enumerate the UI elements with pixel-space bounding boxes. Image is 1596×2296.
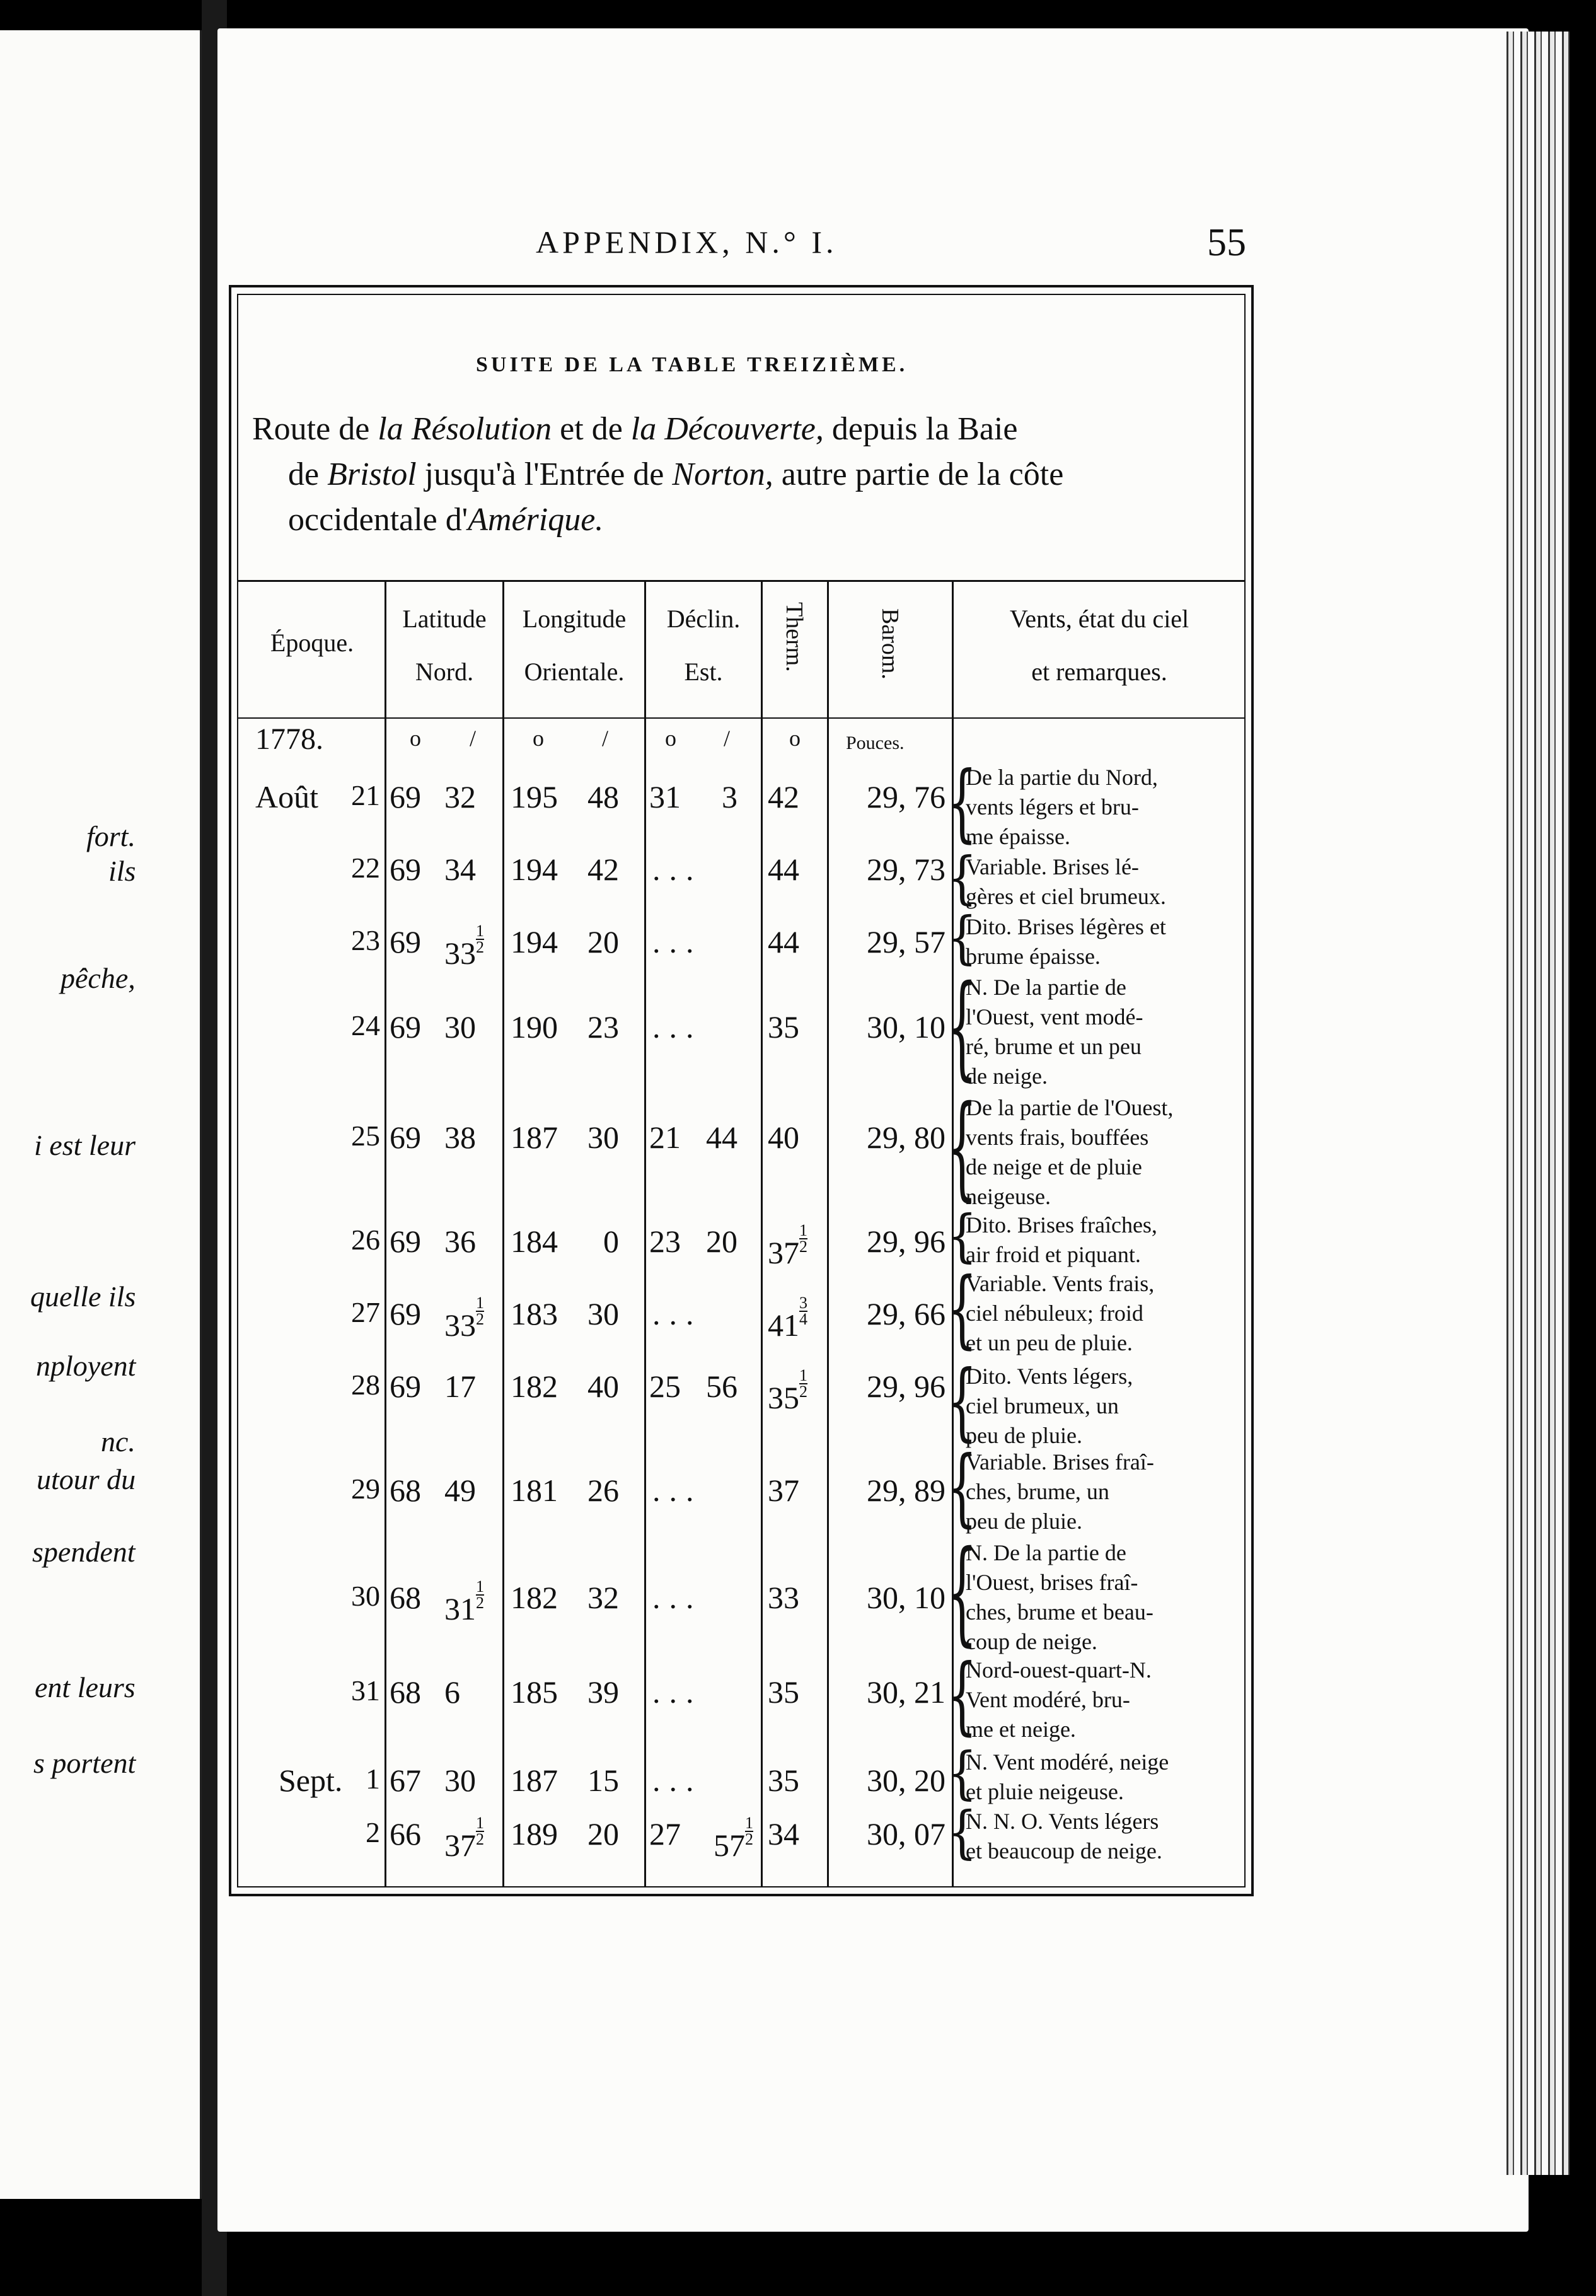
row-remarks — [966, 1269, 1240, 1358]
row-remarks — [966, 1807, 1240, 1866]
row-barom: 29, 57 — [867, 924, 945, 960]
row-declin-deg: 27 — [649, 1816, 681, 1852]
row-day: 21 — [351, 779, 380, 811]
row-declin-min: 57 $\frac{1}{2}$ — [714, 1814, 753, 1863]
row-lon-min: 48 — [587, 779, 619, 815]
row-therm: 44 — [768, 852, 799, 887]
row-month: Août — [255, 779, 318, 815]
table-title-line-2: de Bristol jusqu'à l'Entrée de Norton, autre partie de la côte — [288, 456, 1064, 492]
left-page-fragment: pêche, — [61, 962, 136, 994]
row-lon-deg: 184 — [511, 1224, 558, 1259]
remark-line: N. De la partie de — [966, 975, 1126, 1000]
row-therm: 35 — [768, 1009, 799, 1045]
remark-brace-icon: { — [947, 844, 978, 911]
row-lon-deg: 187 — [511, 1120, 558, 1155]
row-lon-min: 30 — [587, 1296, 619, 1331]
row-month: Sept. — [279, 1763, 343, 1798]
left-page-fragment: nployent — [36, 1350, 136, 1382]
remark-line: me et neige. — [966, 1717, 1076, 1742]
row-therm: 41 $\frac{3}{4}$ — [768, 1294, 807, 1343]
row-remarks — [966, 912, 1240, 971]
remark-line: l'Ouest, vent modé- — [966, 1004, 1143, 1029]
row-declin-deg: 25 — [649, 1369, 681, 1404]
column-rule-2 — [502, 581, 504, 1886]
row-lon-min: 32 — [587, 1580, 619, 1615]
row-barom: 30, 21 — [867, 1674, 945, 1710]
remark-line: Variable. Brises lé- — [966, 854, 1139, 879]
remark-brace-icon: { — [947, 1525, 978, 1657]
row-day: 24 — [351, 1009, 380, 1041]
row-remarks — [966, 1210, 1240, 1270]
unit-lat-deg: o — [410, 726, 421, 751]
row-barom: 30, 10 — [867, 1009, 945, 1045]
row-barom: 29, 76 — [867, 779, 945, 815]
remark-line: Dito. Vents légers, — [966, 1364, 1133, 1389]
remark-line: coup de neige. — [966, 1629, 1097, 1654]
row-lon-min: 42 — [587, 852, 619, 887]
row-declin-min: 3 — [722, 779, 737, 815]
fraction: $\frac{1}{2}$ — [476, 1577, 484, 1612]
row-lat-deg: 66 — [390, 1816, 421, 1852]
row-day: 25 — [351, 1120, 380, 1152]
page-number: 55 — [1207, 221, 1246, 264]
row-barom: 30, 07 — [867, 1816, 945, 1852]
row-declin-dots: ... — [652, 1580, 703, 1615]
row-lon-deg: 190 — [511, 1009, 558, 1045]
row-lat-deg: 69 — [390, 1224, 421, 1259]
row-declin-min: 44 — [706, 1120, 737, 1155]
row-declin-min: 20 — [706, 1224, 737, 1259]
row-lon-deg: 183 — [511, 1296, 558, 1331]
row-lon-deg: 195 — [511, 779, 558, 815]
row-declin-deg: 31 — [649, 779, 681, 815]
row-declin-dots: ... — [652, 1674, 703, 1710]
header-latitude: Latitude Nord. — [402, 605, 487, 686]
remark-line: peu de pluie. — [966, 1423, 1082, 1448]
row-lat-min: 30 — [444, 1763, 476, 1798]
row-therm: 34 — [768, 1816, 799, 1852]
row-day: 1 — [366, 1763, 380, 1795]
row-remarks — [966, 852, 1240, 912]
remark-line: N. Vent modéré, neige — [966, 1749, 1169, 1775]
row-declin-dots: ... — [652, 1763, 703, 1798]
column-rule-3 — [644, 581, 646, 1886]
remark-brace-icon: { — [947, 1080, 978, 1212]
row-lon-min: 39 — [587, 1674, 619, 1710]
table-rule-top — [237, 580, 1246, 582]
row-lat-deg: 68 — [390, 1473, 421, 1508]
left-page-fragment: fort. — [86, 820, 136, 852]
row-barom: 30, 10 — [867, 1580, 945, 1615]
fraction: $\frac{1}{2}$ — [476, 1294, 484, 1328]
row-therm: 37 $\frac{1}{2}$ — [768, 1221, 807, 1270]
remark-brace-icon: { — [947, 1202, 978, 1269]
row-remarks — [966, 1447, 1240, 1536]
remark-line: ciel nébuleux; froid — [966, 1301, 1143, 1326]
column-rule-4 — [761, 581, 763, 1886]
fraction: $\frac{1}{2}$ — [476, 922, 484, 956]
row-lon-min: 30 — [587, 1120, 619, 1155]
row-therm: 42 — [768, 779, 799, 815]
left-page-fragment: s portent — [33, 1747, 136, 1779]
unit-pouces: Pouces. — [846, 733, 905, 753]
row-remarks — [966, 1655, 1240, 1744]
row-lat-min: 37 $\frac{1}{2}$ — [444, 1814, 484, 1863]
left-page-fragment: i est leur — [34, 1129, 136, 1161]
remark-line: gères et ciel brumeux. — [966, 884, 1166, 909]
remark-line: l'Ouest, brises fraî- — [966, 1570, 1138, 1595]
page-edges — [1500, 32, 1570, 2175]
header-barom: Barom. — [877, 608, 903, 680]
row-lat-min: 17 — [444, 1369, 476, 1404]
header-epoque: Époque. — [270, 629, 354, 657]
left-page — [0, 30, 202, 2199]
header-vents: Vents, état du ciel et remarques. — [1009, 605, 1189, 686]
left-page-fragment: nc. — [101, 1425, 136, 1458]
remark-line: N. N. O. Vents légers — [966, 1809, 1159, 1834]
row-lat-deg: 69 — [390, 924, 421, 960]
unit-lat-min: / — [470, 726, 477, 751]
row-declin-min: 56 — [706, 1369, 737, 1404]
header-therm: Therm. — [781, 602, 807, 672]
remark-line: vents frais, bouffées — [966, 1125, 1149, 1150]
row-lat-deg: 69 — [390, 1009, 421, 1045]
row-lat-min: 33 $\frac{1}{2}$ — [444, 922, 484, 971]
row-day: 22 — [351, 852, 380, 884]
row-barom: 29, 66 — [867, 1296, 945, 1331]
row-barom: 29, 89 — [867, 1473, 945, 1508]
unit-therm-deg: o — [789, 726, 801, 751]
row-barom: 29, 73 — [867, 852, 945, 887]
remark-brace-icon: { — [947, 1739, 978, 1806]
header-declin: Déclin. Est. — [666, 605, 741, 686]
remark-line: brume épaisse. — [966, 944, 1101, 969]
remark-line: peu de pluie. — [966, 1509, 1082, 1534]
row-lat-min: 33 $\frac{1}{2}$ — [444, 1294, 484, 1343]
row-barom: 30, 20 — [867, 1763, 945, 1798]
row-lat-min: 34 — [444, 852, 476, 887]
row-lon-min: 40 — [587, 1369, 619, 1404]
remark-brace-icon: { — [947, 1437, 978, 1536]
column-rule-5 — [827, 581, 829, 1886]
remark-brace-icon: { — [947, 752, 978, 852]
remark-line: de neige. — [966, 1064, 1048, 1089]
row-therm: 35 — [768, 1674, 799, 1710]
fraction: $\frac{3}{4}$ — [799, 1294, 807, 1328]
unit-dec-min: / — [724, 726, 731, 751]
row-lat-deg: 69 — [390, 1120, 421, 1155]
row-lon-deg: 194 — [511, 852, 558, 887]
row-declin-dots: ... — [652, 1009, 703, 1045]
remark-brace-icon: { — [947, 1645, 978, 1744]
row-lon-min: 26 — [587, 1473, 619, 1508]
row-lat-min: 30 — [444, 1009, 476, 1045]
row-remarks — [966, 1362, 1240, 1451]
row-barom: 29, 96 — [867, 1369, 945, 1404]
row-lon-deg: 187 — [511, 1763, 558, 1798]
remark-line: De la partie du Nord, — [966, 765, 1158, 790]
row-lon-deg: 182 — [511, 1369, 558, 1404]
running-head: APPENDIX, N.° I. — [536, 224, 838, 260]
remark-brace-icon: { — [947, 960, 978, 1092]
row-therm: 40 — [768, 1120, 799, 1155]
row-remarks — [966, 1093, 1240, 1212]
row-lon-deg: 181 — [511, 1473, 558, 1508]
table-rule-header — [237, 717, 1246, 719]
row-declin-dots: ... — [652, 924, 703, 960]
remark-brace-icon: { — [947, 1799, 978, 1865]
remark-line: Vent modéré, bru- — [966, 1687, 1130, 1712]
fraction: $\frac{1}{2}$ — [799, 1221, 807, 1256]
left-page-fragment: quelle ils — [30, 1280, 136, 1313]
remark-line: N. De la partie de — [966, 1540, 1126, 1565]
row-day: 30 — [351, 1580, 380, 1612]
row-declin-dots: ... — [652, 1473, 703, 1508]
row-lat-min: 32 — [444, 779, 476, 815]
remark-line: et pluie neigeuse. — [966, 1779, 1124, 1804]
row-day: 27 — [351, 1296, 380, 1328]
fraction: $\frac{1}{2}$ — [745, 1814, 753, 1848]
left-page-fragment: ent leurs — [35, 1671, 136, 1703]
table-title-line-3: occidentale d'Amérique. — [288, 502, 604, 538]
left-page-fragment: utour du — [37, 1463, 136, 1495]
row-remarks — [966, 1538, 1240, 1657]
row-declin-deg: 23 — [649, 1224, 681, 1259]
unit-lon-min: / — [602, 726, 609, 751]
remark-line: Dito. Brises fraîches, — [966, 1212, 1157, 1238]
left-page-fragment: ils — [108, 855, 136, 887]
row-declin-dots: ... — [652, 852, 703, 887]
row-therm: 44 — [768, 924, 799, 960]
row-lat-min: 36 — [444, 1224, 476, 1259]
row-remarks — [966, 973, 1240, 1091]
remark-line: et beaucoup de neige. — [966, 1838, 1162, 1864]
row-lat-deg: 69 — [390, 852, 421, 887]
remark-line: De la partie de l'Ouest, — [966, 1095, 1174, 1120]
row-lon-min: 20 — [587, 1816, 619, 1852]
table-title — [252, 407, 1223, 543]
table-subtitle: SUITE DE LA TABLE TREIZIÈME. — [476, 353, 908, 376]
header-longitude: Longitude Orientale. — [522, 605, 627, 686]
row-lon-min: 20 — [587, 924, 619, 960]
row-lat-deg: 68 — [390, 1674, 421, 1710]
remark-line: vents légers et bru- — [966, 794, 1139, 820]
row-lat-min: 49 — [444, 1473, 476, 1508]
remark-line: air froid et piquant. — [966, 1242, 1141, 1267]
row-day: 2 — [366, 1816, 380, 1848]
remark-line: de neige et de pluie — [966, 1154, 1142, 1180]
row-day: 28 — [351, 1369, 380, 1401]
row-lon-min: 15 — [587, 1763, 619, 1798]
row-day: 29 — [351, 1473, 380, 1505]
row-therm: 37 — [768, 1473, 799, 1508]
column-rule-1 — [385, 581, 386, 1886]
remark-brace-icon: { — [947, 904, 978, 971]
row-therm: 33 — [768, 1580, 799, 1615]
row-lon-min: 0 — [603, 1224, 619, 1259]
row-declin-deg: 21 — [649, 1120, 681, 1155]
row-lat-deg: 67 — [390, 1763, 421, 1798]
row-lat-deg: 69 — [390, 1296, 421, 1331]
row-day: 23 — [351, 924, 380, 956]
remark-line: et un peu de pluie. — [966, 1330, 1133, 1355]
table-title-line-1: Route de la Résolution et de la Découverte, depuis la Baie — [252, 411, 1018, 447]
remark-line: ré, brume et un peu — [966, 1034, 1142, 1059]
remark-line: Nord-ouest-quart-N. — [966, 1657, 1152, 1683]
remark-line: ches, brume, un — [966, 1479, 1109, 1504]
row-lon-deg: 189 — [511, 1816, 558, 1852]
remark-brace-icon: { — [947, 1351, 978, 1451]
row-remarks — [966, 1748, 1240, 1807]
remark-line: Variable. Vents frais, — [966, 1271, 1155, 1296]
row-lat-deg: 69 — [390, 779, 421, 815]
unit-lon-deg: o — [533, 726, 544, 751]
row-lat-deg: 68 — [390, 1580, 421, 1615]
row-lat-deg: 69 — [390, 1369, 421, 1404]
row-lon-min: 23 — [587, 1009, 619, 1045]
row-lon-deg: 185 — [511, 1674, 558, 1710]
remark-line: me épaisse. — [966, 824, 1070, 849]
unit-dec-deg: o — [665, 726, 676, 751]
row-lat-min: 38 — [444, 1120, 476, 1155]
remark-line: Variable. Brises fraî- — [966, 1449, 1154, 1475]
row-day: 31 — [351, 1674, 380, 1707]
row-declin-dots: ... — [652, 1296, 703, 1331]
row-lon-deg: 194 — [511, 924, 558, 960]
row-lon-deg: 182 — [511, 1580, 558, 1615]
left-page-fragment: spendent — [32, 1536, 136, 1568]
remark-line: ches, brume et beau- — [966, 1599, 1154, 1625]
fraction: $\frac{1}{2}$ — [476, 1814, 484, 1848]
row-day: 26 — [351, 1224, 380, 1256]
row-remarks — [966, 763, 1240, 852]
row-lat-min: 31 $\frac{1}{2}$ — [444, 1577, 484, 1626]
unit-year: 1778. — [255, 722, 323, 756]
row-barom: 29, 80 — [867, 1120, 945, 1155]
row-therm: 35 $\frac{1}{2}$ — [768, 1366, 807, 1415]
fraction: $\frac{1}{2}$ — [799, 1366, 807, 1401]
row-therm: 35 — [768, 1763, 799, 1798]
remark-line: Dito. Brises légères et — [966, 914, 1166, 939]
row-lat-min: 6 — [444, 1674, 460, 1710]
row-barom: 29, 96 — [867, 1224, 945, 1259]
remark-brace-icon: { — [947, 1258, 978, 1358]
remark-line: neigeuse. — [966, 1184, 1051, 1209]
remark-line: ciel brumeux, un — [966, 1393, 1119, 1418]
